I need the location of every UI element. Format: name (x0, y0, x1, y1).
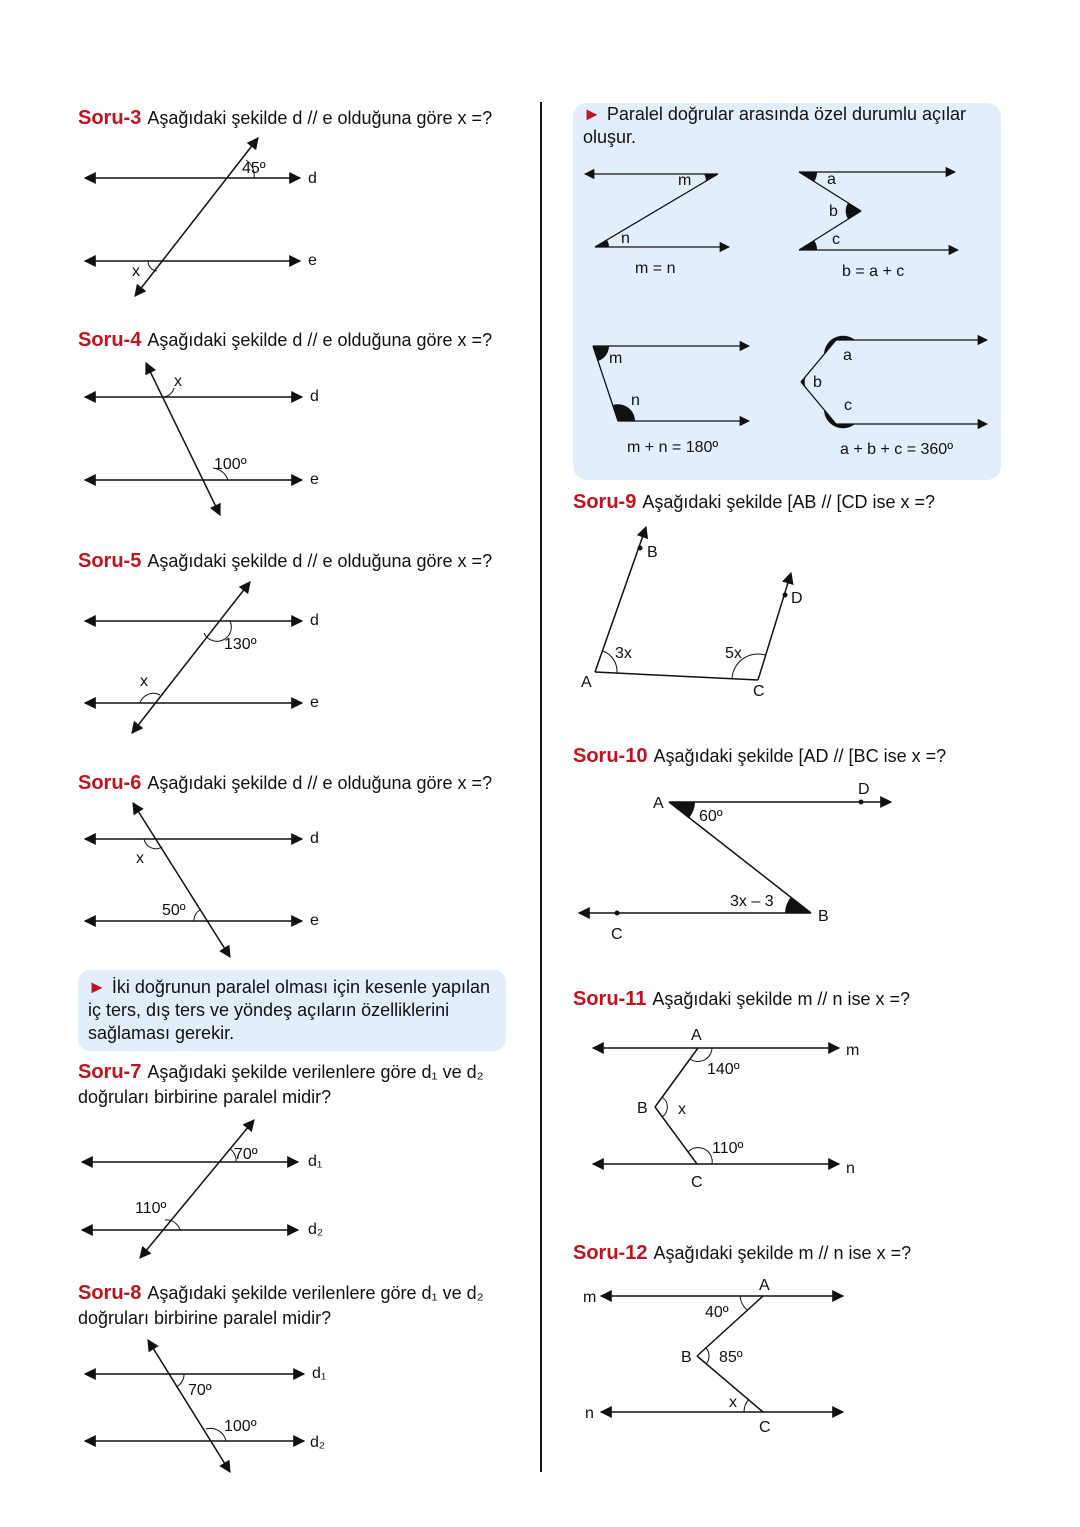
z-figure (585, 172, 729, 277)
angle-label: 45º (242, 160, 266, 177)
x-label: x (678, 1101, 686, 1118)
label-A: A (759, 1277, 770, 1294)
label-C: C (759, 1419, 771, 1436)
bent-figure (801, 336, 987, 458)
question-text: Aşağıdaki şekilde verilenlere göre d₁ ve d₂ doğruları birbirine paralel midir? (78, 1062, 484, 1107)
x-label: x (132, 263, 140, 280)
special-angles-figures (573, 150, 1003, 480)
svg-text:b = a + c: b = a + c (842, 263, 905, 280)
question-label: Soru-9 (573, 491, 637, 513)
angle-label: 100º (214, 456, 247, 473)
figure-q10 (573, 775, 903, 945)
d-label: d (310, 612, 319, 629)
note-text: Paralel doğrular arasında özel durumlu açılar oluşur. (583, 104, 967, 147)
question-text: Aşağıdaki şekilde d // e olduğuna göre x =? (147, 108, 493, 128)
label-D: D (791, 590, 803, 607)
question-label: Soru-3 (78, 107, 142, 129)
svg-text:a + b + c = 360º: a + b + c = 360º (840, 441, 954, 458)
angle-C-label: 5x (725, 645, 742, 662)
svg-text:a: a (843, 347, 852, 364)
ray-CD (758, 573, 791, 680)
segment-AC (595, 672, 758, 680)
svg-text:a: a (827, 171, 836, 188)
question-text: Aşağıdaki şekilde [AB // [CD ise x =? (642, 492, 935, 512)
d2-label: d₂ (308, 1221, 324, 1238)
triangle-bullet-icon: ► (88, 977, 106, 997)
d1-label: d₁ (312, 1365, 327, 1382)
angle-arc-C (744, 1399, 749, 1412)
question-label: Soru-8 (78, 1282, 142, 1304)
svg-text:m = n: m = n (635, 260, 676, 277)
label-A: A (581, 674, 592, 691)
question-3 (78, 106, 528, 131)
angle-bottom-label: 100º (224, 1418, 257, 1435)
label-m: m (583, 1289, 597, 1306)
figure-q4 (70, 355, 360, 525)
x-label: x (140, 673, 148, 690)
question-10 (573, 744, 1013, 769)
question-label: Soru-12 (573, 1242, 648, 1264)
question-text: Aşağıdaki şekilde d // e olduğuna göre x =? (147, 551, 493, 571)
transversal (132, 582, 250, 733)
figure-q6 (70, 795, 360, 965)
transversal (133, 803, 230, 957)
question-label: Soru-5 (78, 550, 142, 572)
d2-label: d₂ (310, 1434, 326, 1451)
segment-BC (655, 1107, 697, 1164)
special-angles-intro (583, 103, 983, 149)
segment-AB (655, 1048, 698, 1107)
angle-bottom-label: 110º (135, 1200, 167, 1217)
question-label: Soru-6 (78, 772, 142, 794)
c-shape-figure (593, 346, 749, 456)
angle-arc-B (706, 1348, 709, 1364)
angle-label: 130º (224, 636, 257, 653)
svg-text:c: c (832, 231, 840, 248)
transversal (148, 1340, 230, 1472)
figure-q3 (70, 130, 360, 305)
label-B: B (681, 1349, 692, 1366)
question-11 (573, 987, 1013, 1012)
figure-q9 (573, 515, 873, 705)
label-B: B (818, 908, 829, 925)
x-label: x (174, 373, 182, 390)
label-n: n (846, 1160, 855, 1177)
question-text: Aşağıdaki şekilde verilenlere göre d₁ ve d₂ doğruları birbirine paralel midir? (78, 1283, 484, 1328)
note-text: İki doğrunun paralel olması için kesenle yapılan iç ters, dış ters ve yöndeş açıların özelliklerini sağlaması gerekir. (88, 977, 491, 1043)
e-label: e (310, 471, 319, 488)
triangle-bullet-icon: ► (583, 104, 601, 124)
question-text: Aşağıdaki şekilde [AD // [BC ise x =? (653, 746, 947, 766)
d-label: d (308, 170, 317, 187)
angle-label: 50º (162, 902, 186, 919)
angle-top-label: 70º (188, 1382, 212, 1399)
question-label: Soru-10 (573, 745, 648, 767)
label-B: B (637, 1100, 648, 1117)
d1-label: d₁ (308, 1153, 323, 1170)
svg-text:m: m (678, 172, 692, 189)
label-m: m (846, 1042, 860, 1059)
note-parallel-condition (78, 970, 506, 1051)
x-label: x (136, 850, 144, 867)
svg-text:n: n (631, 392, 640, 409)
label-n: n (585, 1405, 594, 1422)
column-divider (540, 102, 542, 1472)
angle-B-label: 85º (719, 1349, 743, 1366)
label-B: B (647, 544, 658, 561)
figure-q11 (573, 1020, 903, 1200)
question-text: Aşağıdaki şekilde d // e olduğuna göre x =? (147, 330, 493, 350)
question-6 (78, 771, 528, 796)
question-4 (78, 328, 528, 353)
e-label: e (310, 912, 319, 929)
label-C: C (691, 1174, 703, 1191)
angle-arc-top (176, 1374, 184, 1387)
question-text: Aşağıdaki şekilde d // e olduğuna göre x =? (147, 773, 493, 793)
x-label: x (729, 1394, 737, 1411)
transversal (140, 1120, 254, 1258)
label-A: A (653, 795, 664, 812)
angle-B-label: 3x – 3 (730, 893, 774, 910)
question-12 (573, 1241, 1013, 1266)
label-A: A (691, 1027, 702, 1044)
question-text: Aşağıdaki şekilde m // n ise x =? (653, 1243, 912, 1263)
angle-A-label: 3x (615, 645, 632, 662)
question-text: Aşağıdaki şekilde m // n ise x =? (652, 989, 910, 1009)
zigzag-figure (799, 171, 958, 280)
e-label: e (310, 694, 319, 711)
transversal (146, 363, 220, 515)
angle-A-label: 140º (707, 1061, 740, 1078)
svg-text:n: n (621, 230, 630, 247)
label-C: C (753, 683, 765, 700)
figure-q8 (70, 1335, 360, 1480)
d-label: d (310, 830, 319, 847)
angle-C-label: 110º (712, 1140, 744, 1157)
transversal (135, 138, 258, 296)
figure-q7 (70, 1112, 360, 1272)
svg-text:c: c (844, 397, 852, 414)
angle-A-label: 40º (705, 1304, 729, 1321)
angle-top-label: 70º (234, 1146, 258, 1163)
question-9 (573, 490, 1013, 515)
question-label: Soru-11 (573, 988, 647, 1010)
svg-text:m: m (609, 350, 623, 367)
svg-text:m + n = 180º: m + n = 180º (627, 439, 719, 456)
question-label: Soru-4 (78, 329, 142, 351)
question-5 (78, 549, 528, 574)
figure-q12 (573, 1272, 903, 1442)
label-C: C (611, 926, 623, 943)
question-8 (78, 1281, 518, 1331)
question-label: Soru-7 (78, 1061, 142, 1083)
d-label: d (310, 388, 319, 405)
svg-text:b: b (813, 374, 822, 391)
svg-text:b: b (829, 203, 838, 220)
angle-arc (194, 910, 200, 921)
angle-A-label: 60º (699, 808, 723, 825)
label-D: D (858, 781, 870, 798)
angle-arc-A (740, 1296, 747, 1310)
question-7 (78, 1060, 518, 1110)
e-label: e (308, 252, 317, 269)
angle-arc-B (662, 1097, 667, 1117)
angle-arc-x (164, 388, 174, 397)
figure-q5 (70, 575, 360, 740)
